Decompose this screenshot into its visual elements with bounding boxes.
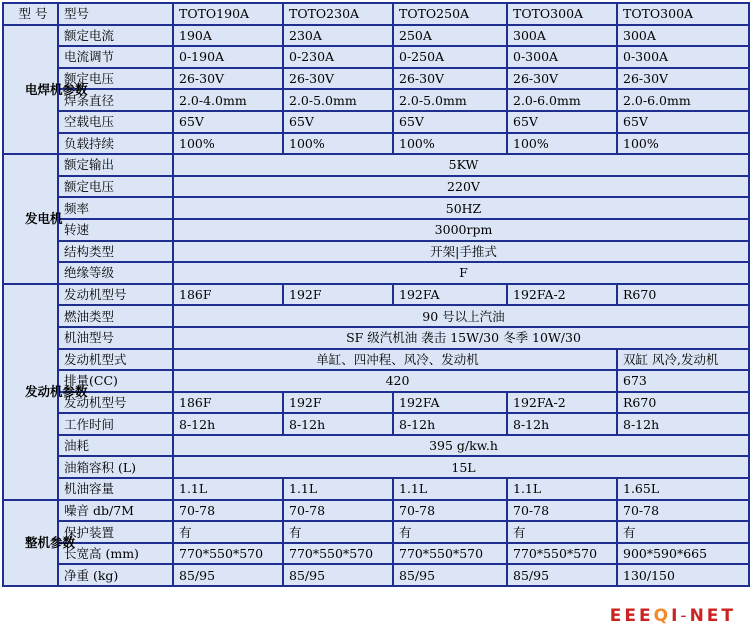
value-cell: 70-78 [393, 500, 507, 522]
table-row [3, 111, 749, 133]
value-cell: 192FA [393, 284, 507, 306]
table-row [3, 349, 749, 371]
value-cell: 8-12h [283, 413, 393, 435]
merged-value-cell: 15L [173, 456, 749, 478]
watermark-text: - [680, 606, 690, 626]
row-label: 发动机型式 [58, 349, 173, 371]
row-label: 工作时间 [58, 413, 173, 435]
value-cell: 1.65L [617, 478, 749, 500]
value-cell: 65V [617, 111, 749, 133]
value-cell: 26-30V [507, 68, 617, 90]
table-row [3, 543, 749, 565]
model-cell: TOTO300A [507, 3, 617, 25]
table-row [3, 25, 749, 47]
value-cell: 26-30V [173, 68, 283, 90]
engine-group-label: 发动机参数 [3, 284, 58, 500]
row-label: 噪音 db/7M [58, 500, 173, 522]
value-cell: 1.1L [283, 478, 393, 500]
merged-value-cell: F [173, 262, 749, 284]
row-label: 净重 (kg) [58, 564, 173, 586]
value-cell: 65V [507, 111, 617, 133]
merged-value-cell: 395 g/kw.h [173, 435, 749, 457]
table-row [3, 46, 749, 68]
row-label: 机油型号 [58, 327, 173, 349]
value-cell: 85/95 [283, 564, 393, 586]
value-cell: 有 [393, 521, 507, 543]
merged-value-cell: 90 号以上汽油 [173, 305, 749, 327]
value-cell: 85/95 [507, 564, 617, 586]
model-cell: TOTO190A [173, 3, 283, 25]
table-row [3, 435, 749, 457]
value-cell: 2.0-5.0mm [283, 89, 393, 111]
value-cell: 770*550*570 [173, 543, 283, 565]
value-cell: 8-12h [173, 413, 283, 435]
table-row [3, 500, 749, 522]
table-row [3, 89, 749, 111]
row-label: 保护装置 [58, 521, 173, 543]
row-label: 油耗 [58, 435, 173, 457]
value-cell: 有 [507, 521, 617, 543]
merged-value-cell: 5KW [173, 154, 749, 176]
merged-value-cell: 420 [173, 370, 617, 392]
row-label: 空载电压 [58, 111, 173, 133]
watermark-text: NET [689, 606, 736, 626]
table-row [3, 262, 749, 284]
value-cell: 2.0-4.0mm [173, 89, 283, 111]
value-cell: 250A [393, 25, 507, 47]
value-cell: 2.0-6.0mm [507, 89, 617, 111]
value-cell: 8-12h [617, 413, 749, 435]
value-cell: 有 [617, 521, 749, 543]
row-label: 油箱容积 (L) [58, 456, 173, 478]
row-label: 排量(CC) [58, 370, 173, 392]
row-label: 额定输出 [58, 154, 173, 176]
row-label: 结构类型 [58, 241, 173, 263]
value-cell: 300A [507, 25, 617, 47]
table-row [3, 456, 749, 478]
value-cell: 65V [393, 111, 507, 133]
value-cell: R670 [617, 392, 749, 414]
value-cell: 0-230A [283, 46, 393, 68]
row-label: 额定电压 [58, 68, 173, 90]
value-cell: 0-190A [173, 46, 283, 68]
row-label: 发动机型号 [58, 284, 173, 306]
table-row [3, 564, 749, 586]
value-cell: 70-78 [173, 500, 283, 522]
value-cell: 双缸 风冷,发动机 [617, 349, 749, 371]
table-row [3, 176, 749, 198]
row-label: 焊条直径 [58, 89, 173, 111]
value-cell: 673 [617, 370, 749, 392]
merged-value-cell: 50HZ [173, 197, 749, 219]
table-row [3, 392, 749, 414]
header-row [3, 3, 749, 25]
value-cell: 230A [283, 25, 393, 47]
value-cell: 192F [283, 392, 393, 414]
merged-value-cell: 3000rpm [173, 219, 749, 241]
value-cell: 85/95 [173, 564, 283, 586]
model-cell: TOTO230A [283, 3, 393, 25]
value-cell: 8-12h [393, 413, 507, 435]
value-cell: 有 [173, 521, 283, 543]
row-label: 绝缘等级 [58, 262, 173, 284]
value-cell: 1.1L [393, 478, 507, 500]
value-cell: 1.1L [173, 478, 283, 500]
spec-table [2, 2, 750, 587]
value-cell: 70-78 [507, 500, 617, 522]
table-row [3, 154, 749, 176]
welder-group-label: 电焊机参数 [3, 25, 58, 155]
table-row [3, 133, 749, 155]
value-cell: 100% [507, 133, 617, 155]
value-cell: 192F [283, 284, 393, 306]
watermark-text: EEE [609, 606, 654, 626]
header-label: 型号 [58, 3, 173, 25]
value-cell: 有 [283, 521, 393, 543]
value-cell: 130/150 [617, 564, 749, 586]
merged-value-cell: SF 级汽机油 袭击 15W/30 冬季 10W/30 [173, 327, 749, 349]
value-cell: 190A [173, 25, 283, 47]
value-cell: 770*550*570 [393, 543, 507, 565]
value-cell: 85/95 [393, 564, 507, 586]
merged-value-cell: 开架|手推式 [173, 241, 749, 263]
table-row [3, 413, 749, 435]
merged-value-cell: 单缸、四冲程、风冷、发动机 [173, 349, 617, 371]
machine-group-label: 整机参数 [3, 500, 58, 586]
value-cell: 70-78 [283, 500, 393, 522]
value-cell: 26-30V [283, 68, 393, 90]
model-cell: TOTO250A [393, 3, 507, 25]
row-label: 长宽高 (mm) [58, 543, 173, 565]
value-cell: 8-12h [507, 413, 617, 435]
table-row [3, 219, 749, 241]
value-cell: 300A [617, 25, 749, 47]
row-label: 机油容量 [58, 478, 173, 500]
value-cell: 100% [283, 133, 393, 155]
watermark-logo [610, 606, 736, 626]
value-cell: 1.1L [507, 478, 617, 500]
value-cell: 770*550*570 [507, 543, 617, 565]
value-cell: 100% [393, 133, 507, 155]
table-row [3, 284, 749, 306]
header-group-cell: 型 号 [3, 3, 58, 25]
table-row [3, 327, 749, 349]
value-cell: 186F [173, 284, 283, 306]
value-cell: 2.0-6.0mm [617, 89, 749, 111]
value-cell: 192FA-2 [507, 284, 617, 306]
value-cell: 70-78 [617, 500, 749, 522]
table-row [3, 305, 749, 327]
value-cell: R670 [617, 284, 749, 306]
table-row [3, 197, 749, 219]
value-cell: 100% [173, 133, 283, 155]
row-label: 频率 [58, 197, 173, 219]
value-cell: 100% [617, 133, 749, 155]
value-cell: 2.0-5.0mm [393, 89, 507, 111]
table-row [3, 241, 749, 263]
value-cell: 192FA [393, 392, 507, 414]
value-cell: 900*590*665 [617, 543, 749, 565]
value-cell: 0-300A [507, 46, 617, 68]
row-label: 燃油类型 [58, 305, 173, 327]
value-cell: 770*550*570 [283, 543, 393, 565]
watermark-text: Q [653, 606, 672, 626]
merged-value-cell: 220V [173, 176, 749, 198]
table-row [3, 478, 749, 500]
table-row [3, 370, 749, 392]
row-label: 电流调节 [58, 46, 173, 68]
value-cell: 192FA-2 [507, 392, 617, 414]
row-label: 负载持续 [58, 133, 173, 155]
generator-group-label: 发电机 [3, 154, 58, 284]
value-cell: 0-300A [617, 46, 749, 68]
value-cell: 26-30V [393, 68, 507, 90]
table-row [3, 521, 749, 543]
value-cell: 65V [173, 111, 283, 133]
value-cell: 26-30V [617, 68, 749, 90]
table-row [3, 68, 749, 90]
watermark-text: I [671, 606, 681, 626]
row-label: 发动机型号 [58, 392, 173, 414]
value-cell: 65V [283, 111, 393, 133]
value-cell: 0-250A [393, 46, 507, 68]
row-label: 额定电流 [58, 25, 173, 47]
row-label: 额定电压 [58, 176, 173, 198]
row-label: 转速 [58, 219, 173, 241]
value-cell: 186F [173, 392, 283, 414]
model-cell: TOTO300A [617, 3, 749, 25]
